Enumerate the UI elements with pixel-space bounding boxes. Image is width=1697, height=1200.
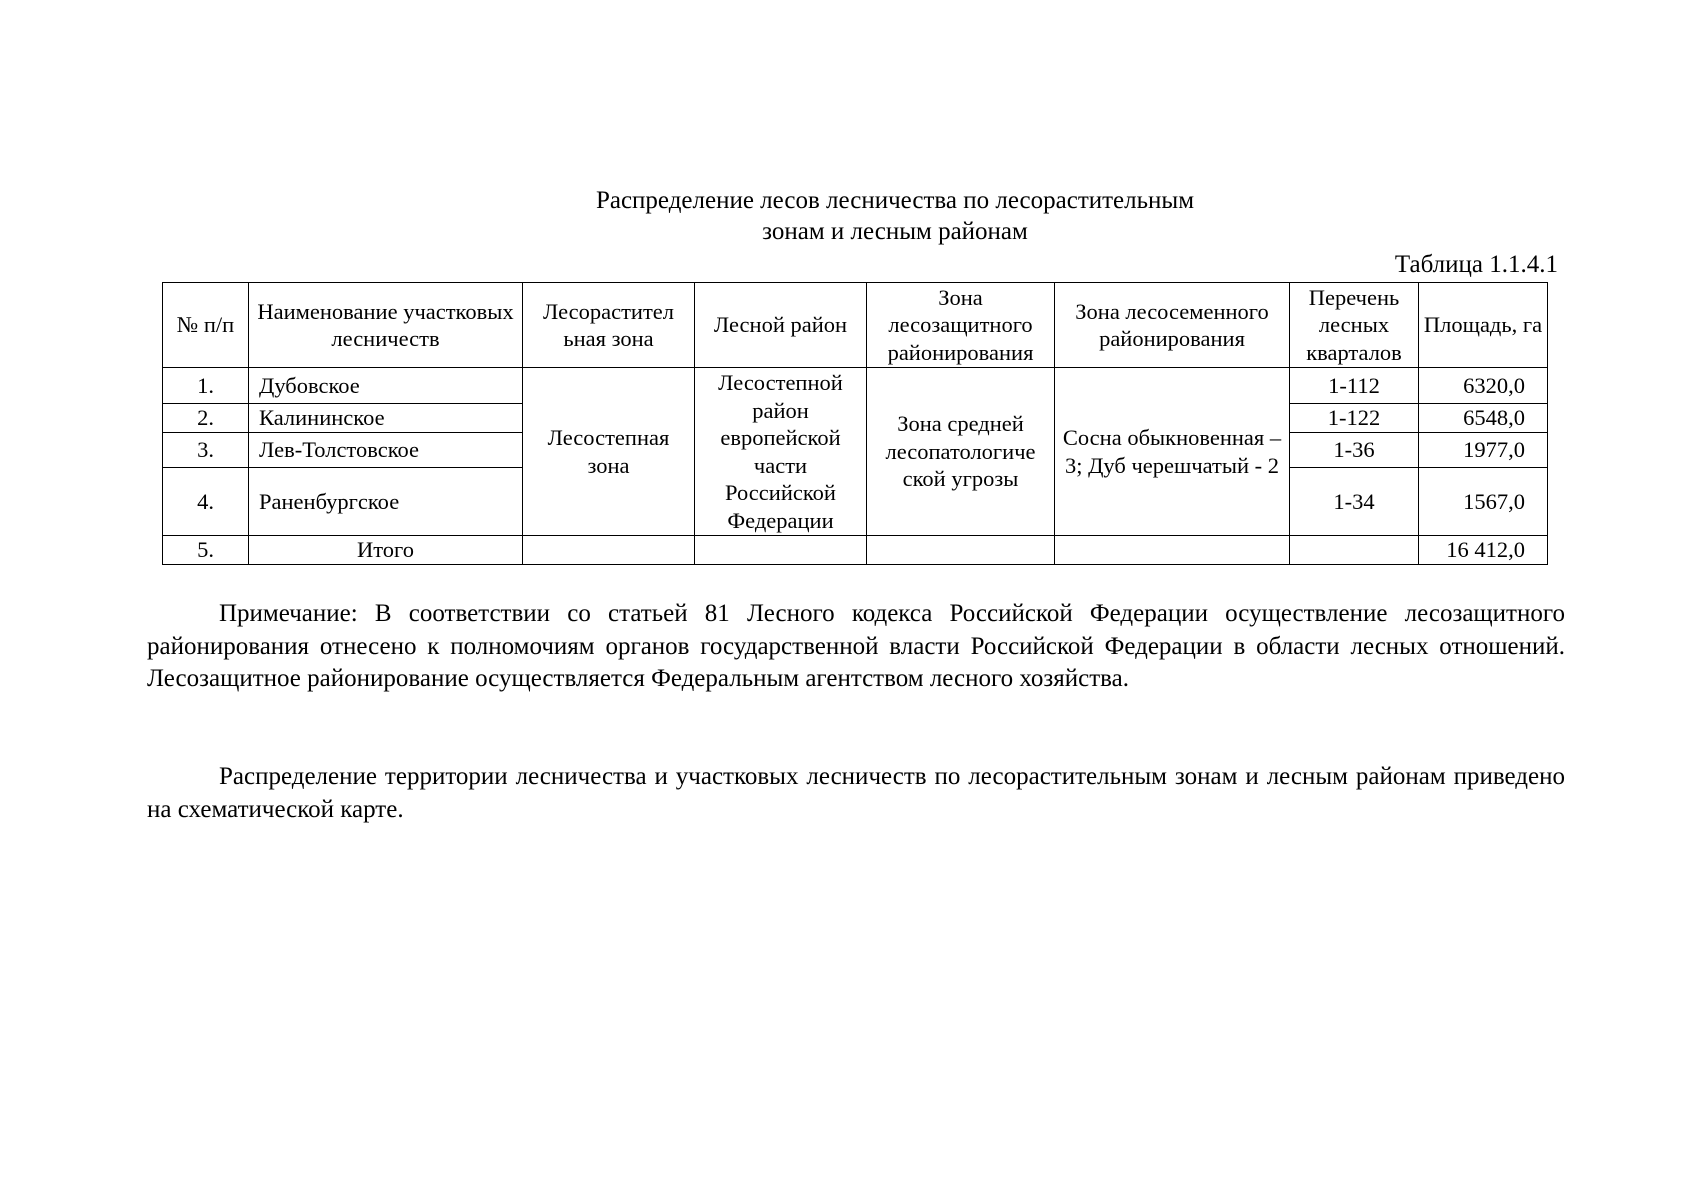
merged-seed-zone: Сосна обыкновенная – 3; Дуб черешчатый - 2 (1055, 368, 1290, 536)
table-number: Таблица 1.1.4.1 (1394, 251, 1558, 278)
empty-cell (1055, 536, 1290, 565)
map-reference-paragraph: Распределение территории лесничества и участковых лесничеств по лесорастительным зонам и лесным районам приведено на схематической карте. (147, 763, 1565, 823)
header-protect-zone: Зона лесозащитного районирования (867, 283, 1055, 368)
table-total-row (163, 536, 1548, 565)
table-row (163, 368, 1548, 404)
forest-distribution-table (162, 282, 1548, 565)
header-veg-zone: Лесорастител ьная зона (523, 283, 695, 368)
table-caption-line-1: Распределение лесов лесничества по лесорастительным (595, 187, 1195, 214)
header-seed-zone: Зона лесосеменного районирования (1055, 283, 1290, 368)
row-num: 1. (163, 368, 249, 404)
row-area: 6320,0 (1419, 368, 1548, 404)
table-caption-line-2: зонам и лесным районам (762, 218, 1028, 245)
row-num: 3. (163, 433, 249, 468)
empty-cell (695, 536, 867, 565)
row-area: 1567,0 (1419, 468, 1548, 536)
row-quarters: 1-36 (1290, 433, 1419, 468)
header-forest-region: Лесной район (695, 283, 867, 368)
total-label: Итого (249, 536, 523, 565)
row-area: 1977,0 (1419, 433, 1548, 468)
row-quarters: 1-112 (1290, 368, 1419, 404)
row-name: Лев-Толстовское (249, 433, 523, 468)
header-name: Наименование участковых лесничеств (249, 283, 523, 368)
row-quarters: 1-122 (1290, 404, 1419, 433)
row-area: 6548,0 (1419, 404, 1548, 433)
note-paragraph: Примечание: В соответствии со статьей 81 Лесного кодекса Российской Федерации осуществление лесозащитного районирования отнесено к полномочиям органов государственной власти Российской Федерации в области лесных отношений. Лесозащитное районирование осуществляется Федеральным агентством лесного хозяйства. (147, 600, 1565, 692)
merged-veg-zone: Лесостепная зона (523, 368, 695, 536)
table-header-row (163, 283, 1548, 368)
empty-cell (867, 536, 1055, 565)
empty-cell (523, 536, 695, 565)
row-name: Калининское (249, 404, 523, 433)
empty-cell (1290, 536, 1419, 565)
row-name: Дубовское (249, 368, 523, 404)
header-area: Площадь, га (1419, 283, 1548, 368)
header-num: № п/п (163, 283, 249, 368)
row-num: 4. (163, 468, 249, 536)
total-area: 16 412,0 (1419, 536, 1548, 565)
row-quarters: 1-34 (1290, 468, 1419, 536)
merged-forest-region: Лесостепной район европейской части Российской Федерации (695, 368, 867, 536)
row-num: 2. (163, 404, 249, 433)
row-name: Раненбургское (249, 468, 523, 536)
header-quarters: Перечень лесных кварталов (1290, 283, 1419, 368)
total-num: 5. (163, 536, 249, 565)
merged-protect-zone: Зона средней лесопатологиче ской угрозы (867, 368, 1055, 536)
